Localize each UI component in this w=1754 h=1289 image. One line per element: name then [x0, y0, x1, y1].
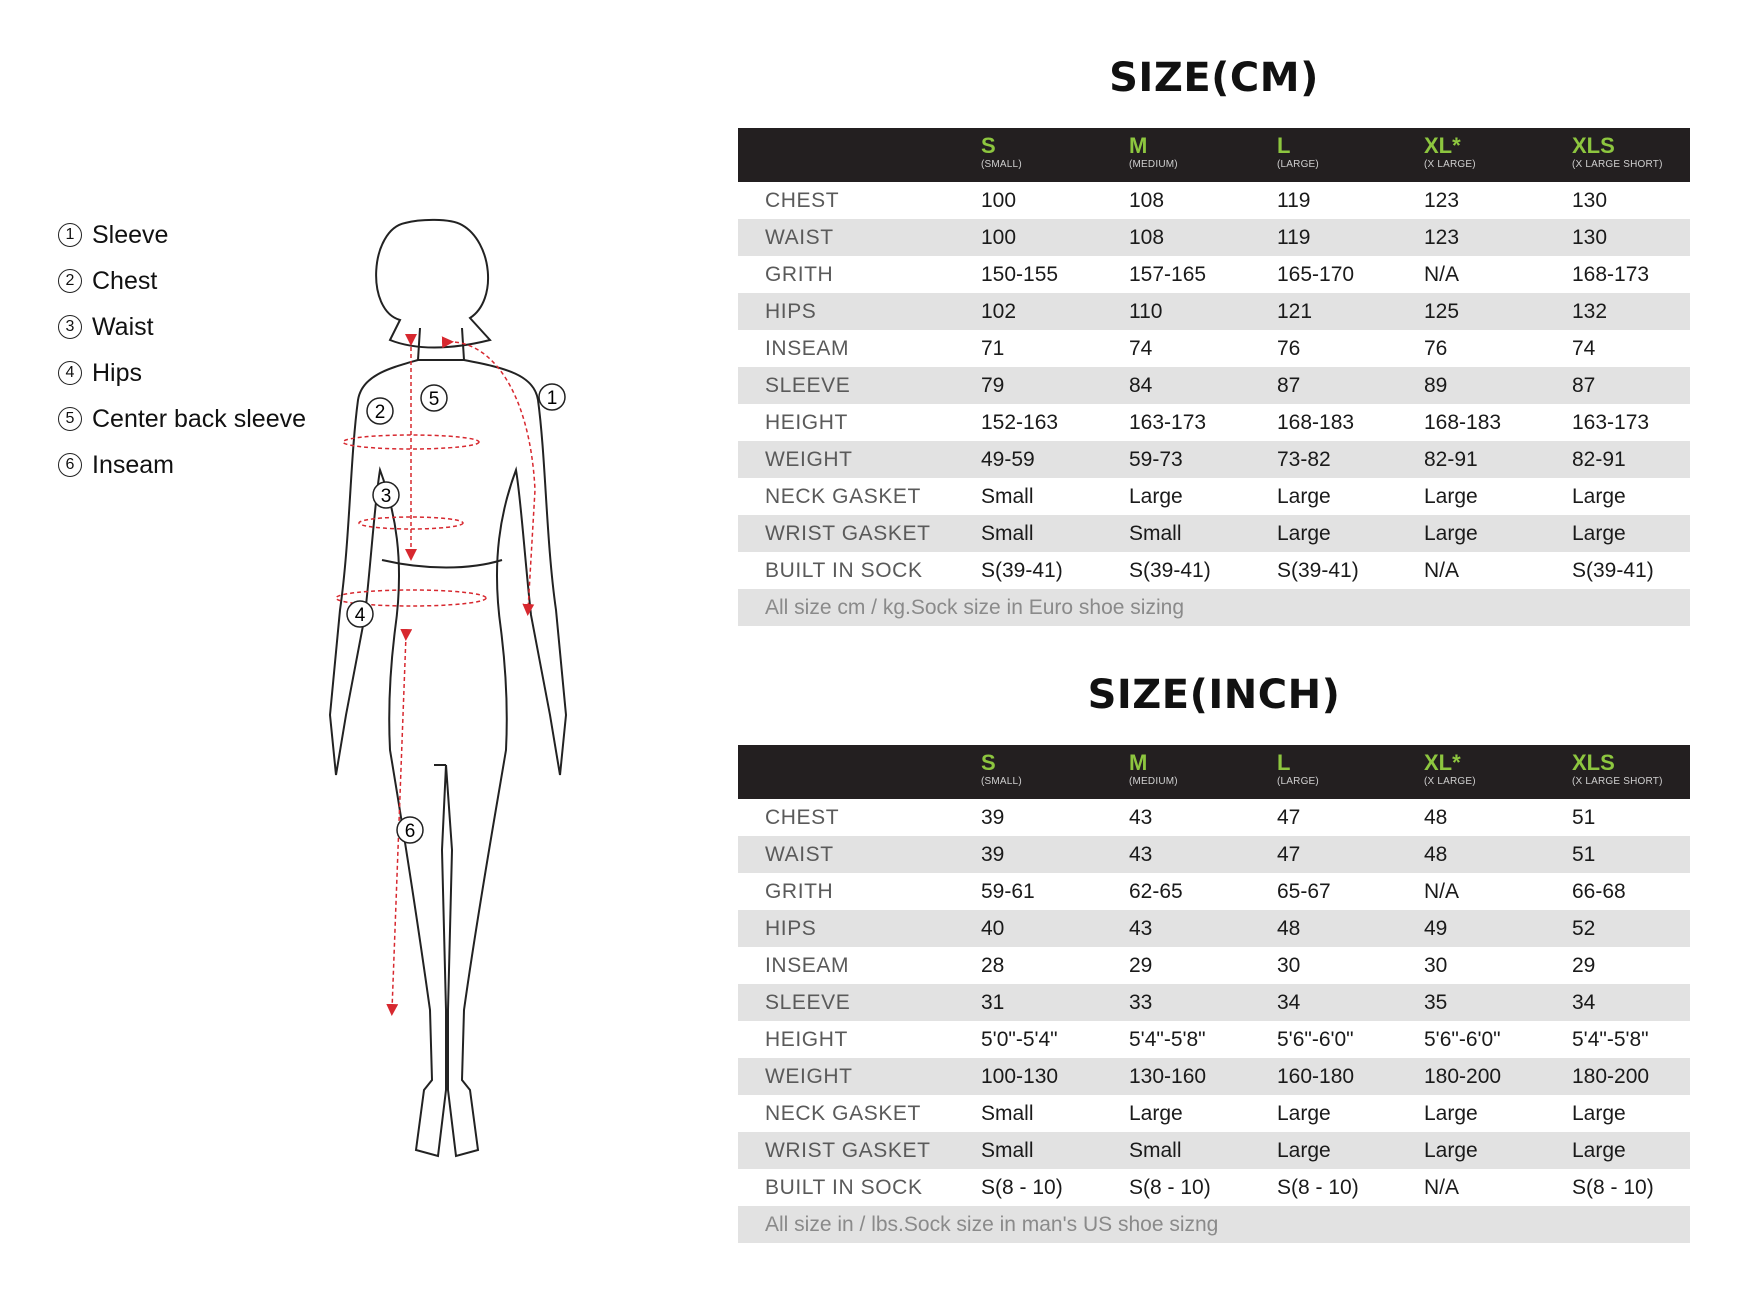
size-header-s	[981, 751, 1022, 789]
cell-value: Large	[1572, 1139, 1626, 1162]
cell-value: 5'4"-5'8"	[1129, 1028, 1206, 1051]
measurement-legend	[58, 212, 306, 488]
cell-value: S(8 - 10)	[1572, 1176, 1654, 1199]
size-name: (X LARGE SHORT)	[1572, 776, 1663, 787]
table-row-hips	[738, 910, 1690, 947]
cell-value: S(8 - 10)	[981, 1176, 1063, 1199]
cell-value: 152-163	[981, 411, 1059, 434]
row-label: GRITH	[765, 263, 834, 286]
marker-5	[421, 385, 447, 411]
cell-value: 51	[1572, 806, 1596, 829]
legend-label: Waist	[92, 312, 154, 341]
cell-value: Small	[1129, 1139, 1182, 1162]
size-name: (LARGE)	[1277, 776, 1319, 787]
cell-value: 29	[1129, 954, 1153, 977]
size-code: M	[1129, 750, 1148, 775]
cell-value: 119	[1277, 189, 1311, 212]
cell-value: 74	[1129, 337, 1153, 360]
legend-item-chest	[58, 258, 306, 304]
row-label: WEIGHT	[765, 1065, 853, 1088]
figure-torso-outline	[330, 360, 566, 1156]
row-label: HIPS	[765, 917, 817, 940]
cell-value: 35	[1424, 991, 1448, 1014]
cell-value: Large	[1572, 522, 1626, 545]
cell-value: 130	[1572, 226, 1608, 249]
marker-2	[367, 398, 393, 424]
cell-value: 180-200	[1572, 1065, 1650, 1088]
cell-value: 125	[1424, 300, 1460, 323]
cell-value: 87	[1572, 374, 1596, 397]
cell-value: 43	[1129, 806, 1153, 829]
cell-value: 59-61	[981, 880, 1035, 903]
cell-value: 43	[1129, 917, 1153, 940]
table-row-weight	[738, 1058, 1690, 1095]
cell-value: Large	[1129, 1102, 1183, 1125]
marker-1	[539, 384, 565, 410]
cell-value: 5'4"-5'8"	[1572, 1028, 1649, 1051]
size-header-xl	[1424, 134, 1476, 172]
cell-value: Small	[981, 522, 1034, 545]
cell-value: 163-173	[1129, 411, 1207, 434]
size-header-s	[981, 134, 1022, 172]
cell-value: 39	[981, 843, 1005, 866]
table-header	[738, 745, 1690, 799]
size-header-xls	[1572, 134, 1663, 172]
legend-number: 1	[58, 223, 82, 247]
svg-text:1: 1	[546, 388, 558, 409]
table-row-wrist-gasket	[738, 1132, 1690, 1169]
table-note: All size in / lbs.Sock size in man's US shoe sizng	[738, 1206, 1690, 1243]
size-code: XL*	[1424, 133, 1461, 158]
table-row-built-in-sock	[738, 1169, 1690, 1206]
table-row-inseam	[738, 947, 1690, 984]
cell-value: Large	[1424, 522, 1478, 545]
legend-number: 2	[58, 269, 82, 293]
size-code: M	[1129, 133, 1148, 158]
cell-value: 49	[1424, 917, 1448, 940]
table-row-neck-gasket	[738, 1095, 1690, 1132]
cell-value: 30	[1424, 954, 1448, 977]
cell-value: 110	[1129, 300, 1163, 323]
row-label: WAIST	[765, 843, 834, 866]
row-label: CHEST	[765, 189, 840, 212]
table-row-waist	[738, 219, 1690, 256]
table-row-inseam	[738, 330, 1690, 367]
cell-value: S(39-41)	[1129, 559, 1211, 582]
cell-value: 157-165	[1129, 263, 1207, 286]
legend-item-hips	[58, 350, 306, 396]
cell-value: 71	[981, 337, 1005, 360]
row-label: WRIST GASKET	[765, 1139, 931, 1162]
svg-text:4: 4	[354, 605, 366, 626]
cell-value: 31	[981, 991, 1005, 1014]
size-header-m	[1129, 134, 1178, 172]
cell-value: S(8 - 10)	[1129, 1176, 1211, 1199]
cell-value: Large	[1424, 1102, 1478, 1125]
legend-label: Sleeve	[92, 220, 169, 249]
table-row-grith	[738, 873, 1690, 910]
cell-value: 65-67	[1277, 880, 1331, 903]
legend-number: 3	[58, 315, 82, 339]
svg-text:5: 5	[428, 389, 440, 410]
cell-value: 43	[1129, 843, 1153, 866]
size-code: XLS	[1572, 750, 1615, 775]
body-measurement-figure	[320, 210, 640, 1210]
cell-value: 49-59	[981, 448, 1035, 471]
cell-value: Small	[981, 1102, 1034, 1125]
legend-number: 4	[58, 361, 82, 385]
cell-value: 47	[1277, 806, 1301, 829]
cell-value: 40	[981, 917, 1005, 940]
size-code: XL*	[1424, 750, 1461, 775]
row-label: SLEEVE	[765, 374, 851, 397]
row-label: SLEEVE	[765, 991, 851, 1014]
size-code: XLS	[1572, 133, 1615, 158]
cell-value: 47	[1277, 843, 1301, 866]
cell-value: S(39-41)	[1277, 559, 1359, 582]
row-label: WRIST GASKET	[765, 522, 931, 545]
cell-value: 121	[1277, 300, 1313, 323]
svg-text:3: 3	[380, 486, 392, 507]
cell-value: 74	[1572, 337, 1596, 360]
row-label: HIPS	[765, 300, 817, 323]
cell-value: S(39-41)	[981, 559, 1063, 582]
cell-value: 132	[1572, 300, 1608, 323]
legend-label: Center back sleeve	[92, 404, 307, 433]
row-label: INSEAM	[765, 954, 850, 977]
cell-value: 168-183	[1277, 411, 1355, 434]
marker-3	[373, 482, 399, 508]
size-cm-title: SIZE(CM)	[1109, 55, 1319, 101]
table-row-height	[738, 1021, 1690, 1058]
cell-value: 5'6"-6'0"	[1277, 1028, 1354, 1051]
cell-value: 66-68	[1572, 880, 1626, 903]
cell-value: Large	[1424, 485, 1478, 508]
cell-value: 123	[1424, 189, 1460, 212]
cell-value: 168-183	[1424, 411, 1502, 434]
cell-value: 76	[1424, 337, 1448, 360]
cell-value: 34	[1277, 991, 1301, 1014]
size-name: (SMALL)	[981, 776, 1022, 787]
size-header-xls	[1572, 751, 1663, 789]
cell-value: 59-73	[1129, 448, 1183, 471]
cell-value: 29	[1572, 954, 1596, 977]
size-name: (X LARGE)	[1424, 159, 1476, 170]
table-note: All size cm / kg.Sock size in Euro shoe sizing	[738, 589, 1690, 626]
marker-6	[397, 817, 423, 843]
legend-number: 6	[58, 453, 82, 477]
row-label: WEIGHT	[765, 448, 853, 471]
cell-value: 100	[981, 226, 1017, 249]
cell-value: Small	[981, 485, 1034, 508]
cell-value: 165-170	[1277, 263, 1355, 286]
cell-value: 30	[1277, 954, 1301, 977]
table-row-chest	[738, 799, 1690, 836]
cell-value: 168-173	[1572, 263, 1650, 286]
cell-value: Large	[1129, 485, 1183, 508]
table-row-neck-gasket	[738, 478, 1690, 515]
row-label: NECK GASKET	[765, 1102, 921, 1125]
size-inch-title: SIZE(INCH)	[1087, 672, 1341, 718]
cell-value: Large	[1277, 1139, 1331, 1162]
cell-value: N/A	[1424, 559, 1460, 582]
size-name: (MEDIUM)	[1129, 159, 1178, 170]
cell-value: 84	[1129, 374, 1153, 397]
cell-value: Large	[1424, 1139, 1478, 1162]
row-label: NECK GASKET	[765, 485, 921, 508]
size-inch-table	[738, 745, 1690, 1243]
table-row-hips	[738, 293, 1690, 330]
size-code: S	[981, 133, 996, 158]
cell-value: S(39-41)	[1572, 559, 1654, 582]
cell-value: Large	[1572, 485, 1626, 508]
cell-value: 82-91	[1572, 448, 1626, 471]
cell-value: 34	[1572, 991, 1596, 1014]
svg-text:6: 6	[404, 821, 416, 842]
cell-value: 51	[1572, 843, 1596, 866]
cell-value: Large	[1277, 1102, 1331, 1125]
cell-value: S(8 - 10)	[1277, 1176, 1359, 1199]
row-label: CHEST	[765, 806, 840, 829]
cell-value: 48	[1277, 917, 1301, 940]
cell-value: 5'6"-6'0"	[1424, 1028, 1501, 1051]
size-name: (SMALL)	[981, 159, 1022, 170]
table-row-sleeve	[738, 367, 1690, 404]
cell-value: 5'0"-5'4"	[981, 1028, 1058, 1051]
cell-value: 100-130	[981, 1065, 1059, 1088]
size-name: (X LARGE SHORT)	[1572, 159, 1663, 170]
cell-value: 73-82	[1277, 448, 1331, 471]
cell-value: 108	[1129, 189, 1165, 212]
cell-value: 62-65	[1129, 880, 1183, 903]
size-name: (LARGE)	[1277, 159, 1319, 170]
cell-value: 180-200	[1424, 1065, 1502, 1088]
cell-value: 100	[981, 189, 1017, 212]
legend-label: Hips	[92, 358, 143, 387]
legend-item-waist	[58, 304, 306, 350]
size-code: L	[1277, 750, 1291, 775]
cell-value: 108	[1129, 226, 1165, 249]
cell-value: 102	[981, 300, 1017, 323]
table-row-sleeve	[738, 984, 1690, 1021]
cell-value: 123	[1424, 226, 1460, 249]
table-row-grith	[738, 256, 1690, 293]
table-row-built-in-sock	[738, 552, 1690, 589]
cell-value: N/A	[1424, 880, 1460, 903]
cell-value: 89	[1424, 374, 1448, 397]
cell-value: 82-91	[1424, 448, 1478, 471]
size-name: (X LARGE)	[1424, 776, 1476, 787]
table-row-wrist-gasket	[738, 515, 1690, 552]
legend-item-inseam	[58, 442, 306, 488]
size-header-l	[1277, 751, 1319, 789]
svg-text:2: 2	[374, 402, 386, 423]
row-label: HEIGHT	[765, 411, 848, 434]
cell-value: 76	[1277, 337, 1301, 360]
cell-value: N/A	[1424, 263, 1460, 286]
row-label: BUILT IN SOCK	[765, 1176, 923, 1199]
size-header-l	[1277, 134, 1319, 172]
row-label: WAIST	[765, 226, 834, 249]
cell-value: 39	[981, 806, 1005, 829]
cell-value: 52	[1572, 917, 1596, 940]
size-code: L	[1277, 133, 1291, 158]
cell-value: Large	[1277, 485, 1331, 508]
table-row-waist	[738, 836, 1690, 873]
cell-value: 119	[1277, 226, 1311, 249]
size-cm-table	[738, 128, 1690, 626]
size-code: S	[981, 750, 996, 775]
cell-value: Large	[1572, 1102, 1626, 1125]
cell-value: 48	[1424, 806, 1448, 829]
size-header-m	[1129, 751, 1178, 789]
legend-label: Chest	[92, 266, 158, 295]
legend-item-center-back-sleeve	[58, 396, 306, 442]
cell-value: 160-180	[1277, 1065, 1355, 1088]
row-label: BUILT IN SOCK	[765, 559, 923, 582]
legend-label: Inseam	[92, 450, 174, 479]
cell-value: 48	[1424, 843, 1448, 866]
cell-value: 28	[981, 954, 1005, 977]
cell-value: 150-155	[981, 263, 1059, 286]
cell-value: Large	[1277, 522, 1331, 545]
cell-value: 87	[1277, 374, 1301, 397]
cell-value: 130-160	[1129, 1065, 1207, 1088]
cell-value: 163-173	[1572, 411, 1650, 434]
row-label: HEIGHT	[765, 1028, 848, 1051]
cell-value: N/A	[1424, 1176, 1460, 1199]
size-header-xl	[1424, 751, 1476, 789]
cell-value: 130	[1572, 189, 1608, 212]
cell-value: 79	[981, 374, 1005, 397]
cell-value: Small	[1129, 522, 1182, 545]
legend-number: 5	[58, 407, 82, 431]
cell-value: 33	[1129, 991, 1153, 1014]
cell-value: Small	[981, 1139, 1034, 1162]
size-name: (MEDIUM)	[1129, 776, 1178, 787]
table-row-weight	[738, 441, 1690, 478]
table-header	[738, 128, 1690, 182]
table-row-height	[738, 404, 1690, 441]
table-row-chest	[738, 182, 1690, 219]
legend-item-sleeve	[58, 212, 306, 258]
row-label: GRITH	[765, 880, 834, 903]
marker-4	[347, 601, 373, 627]
row-label: INSEAM	[765, 337, 850, 360]
figure-head-outline	[376, 220, 490, 348]
